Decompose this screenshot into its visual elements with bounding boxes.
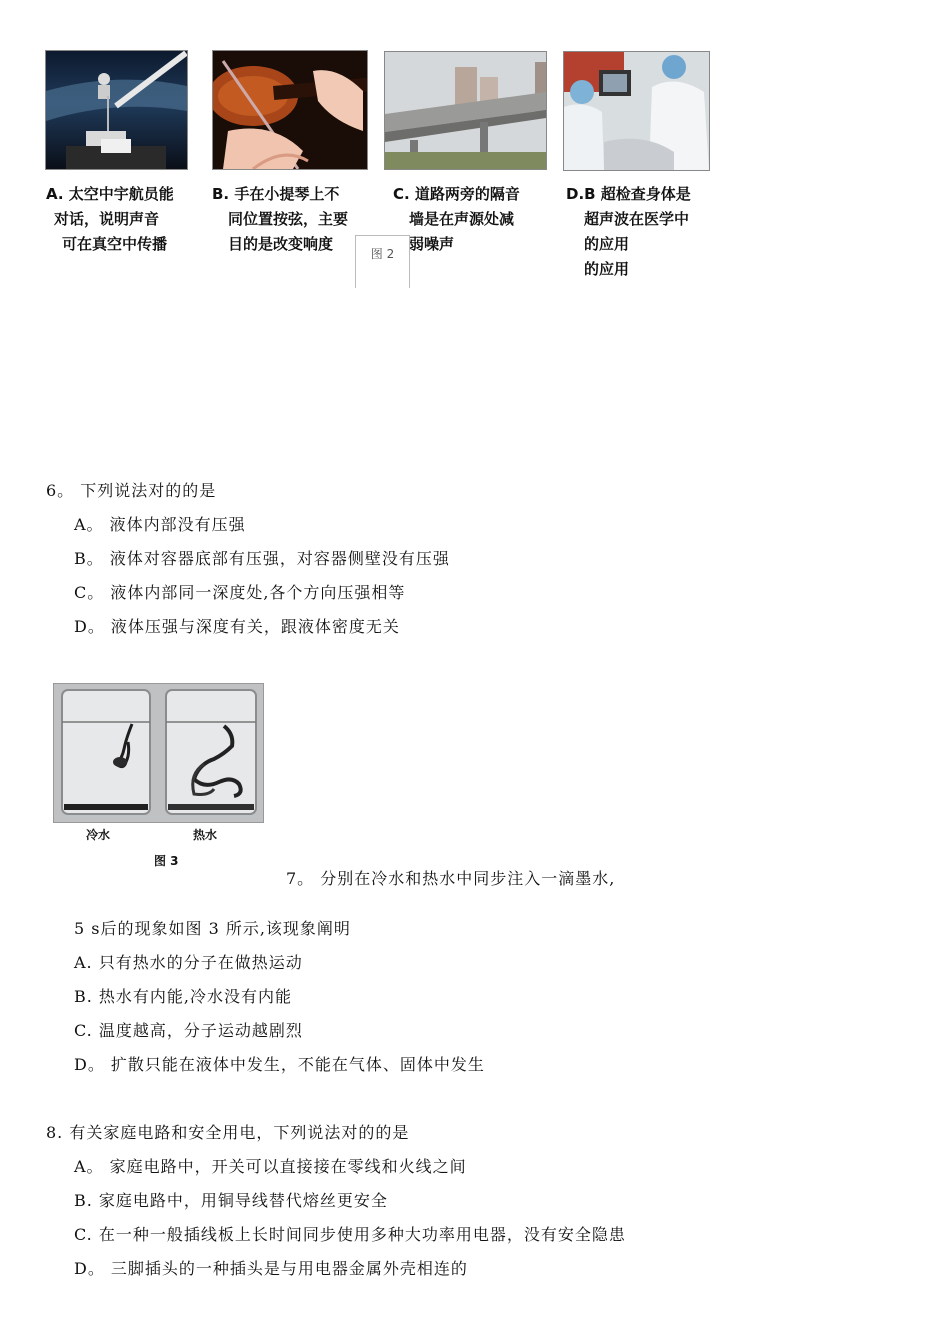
photo-violin <box>212 50 368 170</box>
caption-c-line-3: 弱噪声 <box>409 235 455 253</box>
q6-option-c: C。 液体内部同一深度处,各个方向压强相等 <box>74 583 406 602</box>
q6-option-a: A。 液体内部没有压强 <box>74 515 246 534</box>
caption-a <box>46 182 174 257</box>
q6-stem: 6。 下列说法对的的是 <box>46 481 217 500</box>
caption-a-line-3: 可在真空中传播 <box>62 235 168 253</box>
q7-stem-line-2: 5 s后的现象如图 3 所示,该现象阐明 <box>74 919 351 938</box>
caption-d-line-2: 超声波在医学中 <box>584 210 690 228</box>
q7-option-a: A. 只有热水的分子在做热运动 <box>74 953 303 972</box>
figure-3-left-label: 冷水 <box>86 828 111 842</box>
caption-d-line-1: D.B 超检查身体是 <box>566 185 691 203</box>
caption-d-line-3: 的应用 <box>584 235 630 253</box>
caption-b-line-1: B. 手在小提琴上不 <box>212 185 340 203</box>
caption-b <box>212 182 348 257</box>
q8-stem: 8. 有关家庭电路和安全用电，下列说法对的的是 <box>46 1123 410 1142</box>
q8-option-c: C. 在一种一般插线板上长时间同步使用多种大功率用电器，没有安全隐患 <box>74 1225 626 1244</box>
figure-2-label: 图 2 <box>355 235 410 288</box>
photo-astronaut <box>45 50 188 170</box>
caption-d-line-4: 的应用 <box>584 260 630 278</box>
caption-a-line-1: A. 太空中宇航员能 <box>46 185 174 203</box>
photo-beakers <box>53 683 264 823</box>
q8-option-b: B. 家庭电路中，用铜导线替代熔丝更安全 <box>74 1191 388 1210</box>
q8-option-d: D。 三脚插头的一种插头是与用电器金属外壳相连的 <box>74 1259 468 1278</box>
figure-3-label: 图 3 <box>154 854 179 868</box>
q6-option-d: D。 液体压强与深度有关，跟液体密度无关 <box>74 617 400 636</box>
caption-c-line-2: 墙是在声源处减 <box>409 210 515 228</box>
caption-d <box>566 182 691 282</box>
caption-a-line-2: 对话，说明声音 <box>54 210 160 228</box>
photo-ultrasound <box>563 51 710 171</box>
figure-3-right-label: 热水 <box>193 828 218 842</box>
q7-option-d: D。 扩散只能在液体中发生，不能在气体、固体中发生 <box>74 1055 485 1074</box>
q8-option-a: A。 家庭电路中，开关可以直接接在零线和火线之间 <box>74 1157 467 1176</box>
caption-b-line-3: 目的是改变响度 <box>228 235 334 253</box>
q6-option-b: B。 液体对容器底部有压强，对容器侧壁没有压强 <box>74 549 450 568</box>
q7-stem-line-1: 7。 分别在冷水和热水中同步注入一滴墨水, <box>286 869 616 888</box>
caption-c <box>393 182 520 257</box>
caption-b-line-2: 同位置按弦，主要 <box>228 210 349 228</box>
q7-option-c: C. 温度越高，分子运动越剧烈 <box>74 1021 303 1040</box>
caption-c-line-1: C. 道路两旁的隔音 <box>393 185 520 203</box>
q7-option-b: B. 热水有内能,冷水没有内能 <box>74 987 293 1006</box>
photo-noise-barrier <box>384 51 547 170</box>
